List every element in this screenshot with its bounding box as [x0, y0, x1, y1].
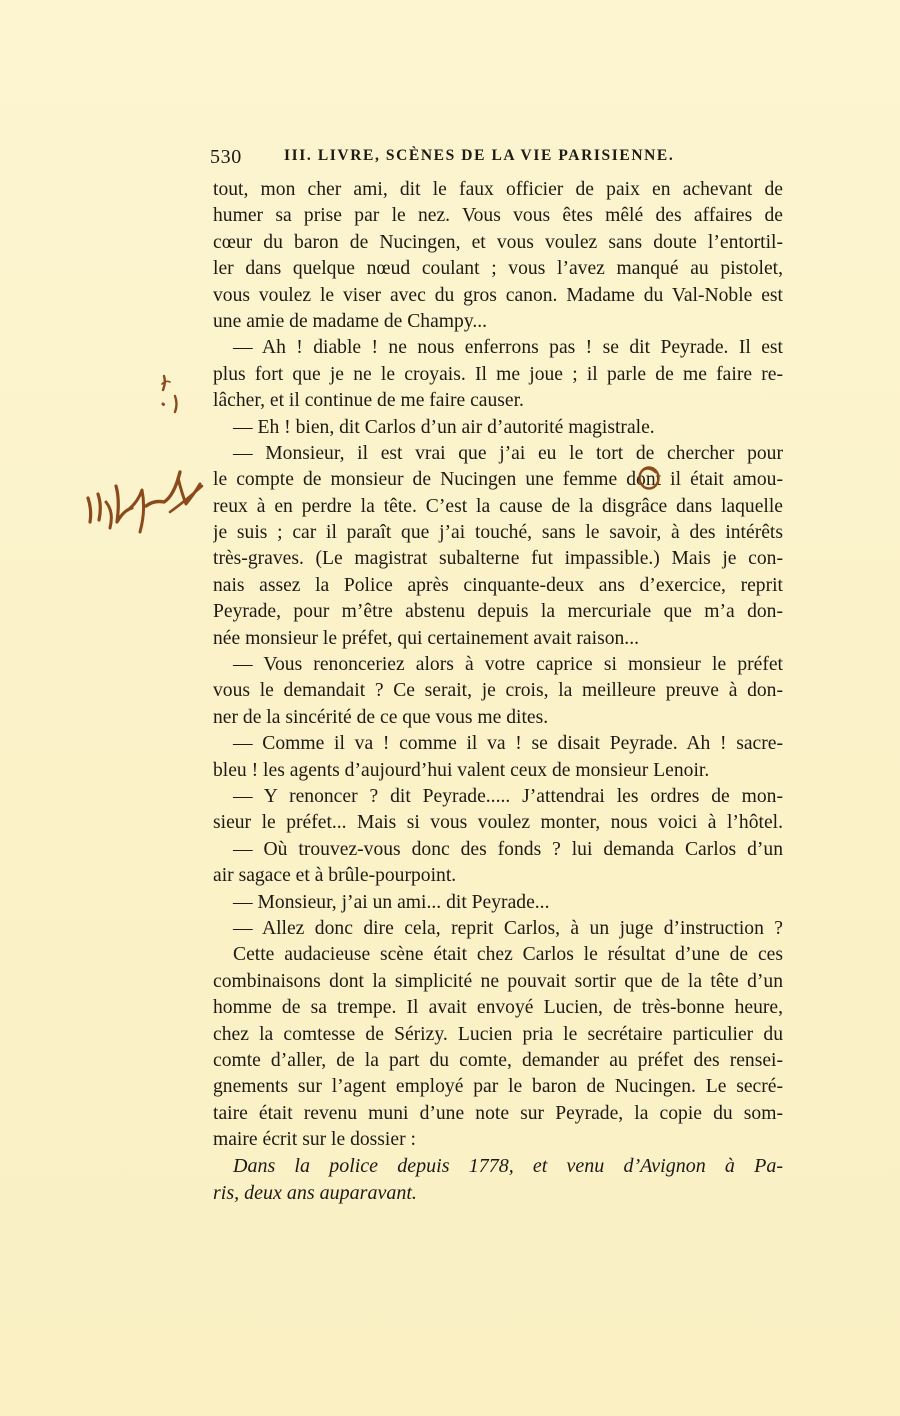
text-line: sieur le préfet... Mais si vous voulez monter, nous voici à l’hôtel.	[213, 812, 783, 834]
text-line: — Comme il va ! comme il va ! se disait Peyrade. Ah ! sacre-	[233, 733, 783, 755]
text-line: Dans la police depuis 1778, et venu d’Avignon à Pa-	[233, 1155, 783, 1178]
text-line: ner de la sincérité de ce que vous me dites.	[213, 706, 549, 728]
text-line: Peyrade, pour m’être abstenu depuis la mercuriale que m’a don-	[213, 601, 783, 623]
text-line: bleu ! les agents d’aujourd’hui valent ceux de monsieur Lenoir.	[213, 759, 710, 781]
text-line: homme de sa trempe. Il avait envoyé Lucien, de très-bonne heure,	[213, 997, 783, 1019]
text-line: — Où trouvez-vous donc des fonds ? lui demanda Carlos d’un	[233, 838, 783, 860]
text-line: je suis ; car il paraît que j’ai touché, sans le savoir, à des intérêts	[213, 522, 783, 544]
text-line: cœur du baron de Nucingen, et vous voulez sans doute l’entortil-	[213, 231, 783, 253]
page-header	[210, 146, 785, 174]
handwritten-margin-note	[80, 360, 210, 550]
text-line: chez la comtesse de Sérizy. Lucien pria le secrétaire particulier du	[213, 1023, 783, 1045]
text-line: taire était revenu muni d’une note sur Peyrade, la copie du som-	[213, 1102, 783, 1124]
text-line: très-graves. (Le magistrat subalterne fut impassible.) Mais je con-	[213, 548, 783, 570]
body-text	[213, 177, 783, 1206]
text-line: ler dans quelque nœud coulant ; vous l’avez manqué au pistolet,	[213, 258, 783, 280]
text-line: reux à en perdre la tête. C’est la cause de la disgrâce dans laquelle	[213, 495, 783, 517]
text-line: combinaisons dont la simplicité ne pouvait sortir que de la tête d’un	[213, 970, 783, 992]
text-line: le compte de monsieur de Nucingen une femme dont il était amou-	[213, 469, 783, 491]
text-line: nais assez la Police après cinquante-deux ans d’exercice, reprit	[213, 574, 783, 596]
text-line: vous le demandait ? Ce serait, je crois, la meilleure preuve à don-	[213, 680, 783, 702]
text-line: — Allez donc dire cela, reprit Carlos, à un juge d’instruction ?	[233, 917, 783, 939]
text-line: gnements sur l’agent employé par le baron de Nucingen. Le secré-	[213, 1076, 783, 1098]
text-line: tout, mon cher ami, dit le faux officier de paix en achevant de	[213, 179, 783, 200]
text-line: lâcher, et il continue de me faire causer.	[213, 390, 524, 412]
text-line: humer sa prise par le nez. Vous vous êtes mêlé des affaires de	[213, 205, 783, 227]
text-line: vous voulez le viser avec du gros canon. Madame du Val-Noble est	[213, 284, 783, 306]
text-line: Cette audacieuse scène était chez Carlos le résultat d’une de ces	[233, 944, 783, 966]
page-number: 530	[210, 146, 242, 168]
text-line: comte d’aller, de la part du comte, demander au préfet des rensei-	[213, 1049, 783, 1071]
running-head: III. LIVRE, SCÈNES DE LA VIE PARISIENNE.	[284, 147, 675, 164]
text-line: ris, deux ans auparavant.	[213, 1181, 417, 1204]
text-line: plus fort que je ne le croyais. Il me joue ; il parle de me faire re-	[213, 363, 783, 385]
text-line: une amie de madame de Champy...	[213, 310, 488, 332]
text-line: née monsieur le préfet, qui certainement avait raison...	[213, 627, 639, 649]
text-line: — Ah ! diable ! ne nous enferrons pas ! se dit Peyrade. Il est	[233, 337, 783, 359]
text-line: — Vous renonceriez alors à votre caprice si monsieur le préfet	[233, 654, 783, 676]
text-line: maire écrit sur le dossier :	[213, 1129, 416, 1151]
text-line: — Monsieur, j’ai un ami... dit Peyrade...	[233, 891, 550, 913]
text-line: — Eh ! bien, dit Carlos d’un air d’autorité magistrale.	[233, 416, 655, 438]
handwritten-circle-mark	[636, 465, 662, 491]
text-line: air sagace et à brûle-pourpoint.	[213, 865, 457, 887]
text-line: — Monsieur, il est vrai que j’ai eu le tort de chercher pour	[233, 442, 783, 464]
text-line: — Y renoncer ? dit Peyrade..... J’attendrai les ordres de mon-	[233, 785, 783, 807]
